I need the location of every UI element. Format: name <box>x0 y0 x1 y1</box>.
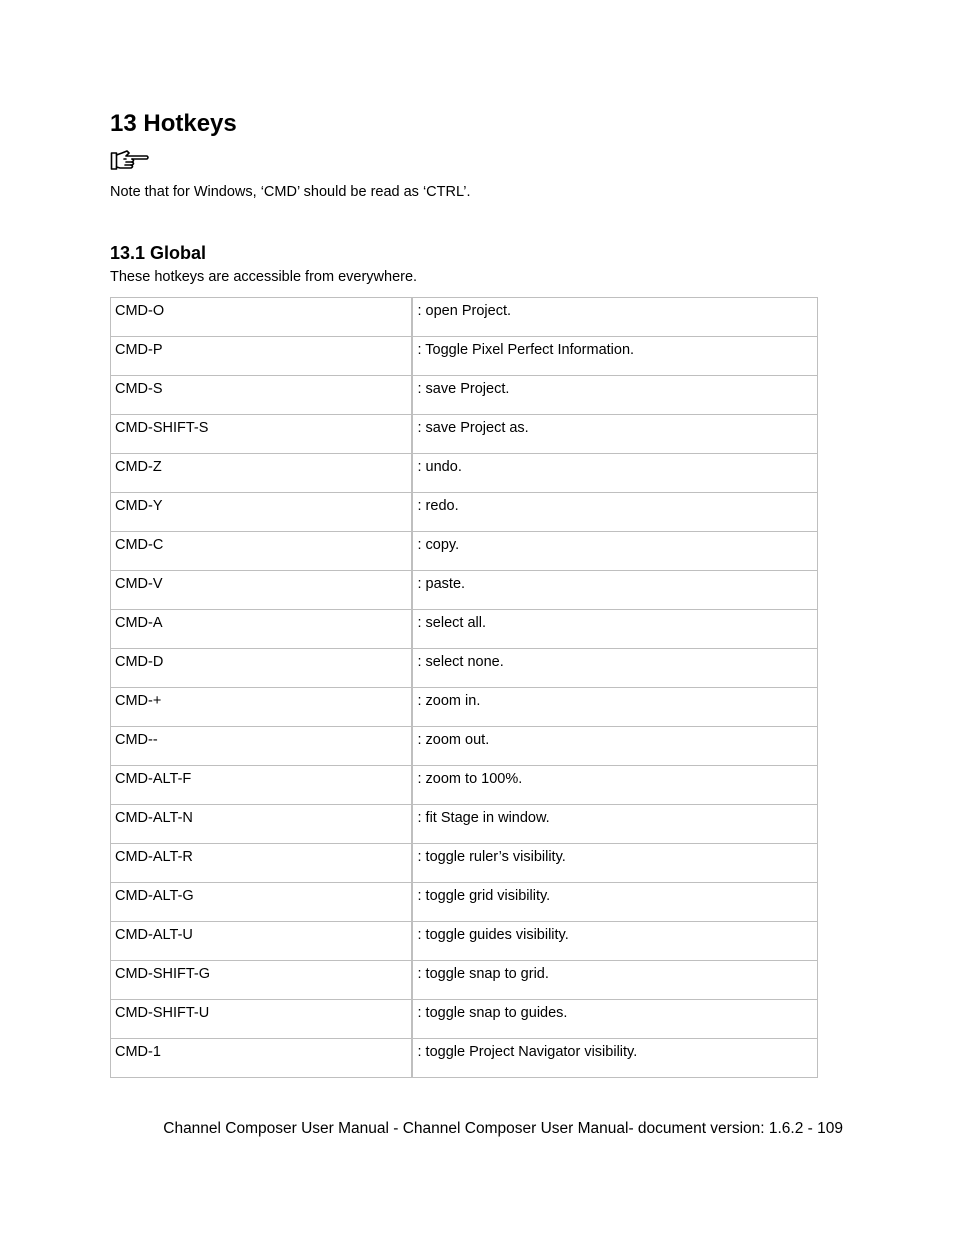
hotkey-action-cell: : open Project. <box>412 298 818 337</box>
table-row <box>111 727 818 766</box>
hotkey-action-cell: : Toggle Pixel Perfect Information. <box>412 337 818 376</box>
table-row <box>111 337 818 376</box>
table-row <box>111 1000 818 1039</box>
hotkeys-table-body <box>111 298 818 1078</box>
hotkey-action-cell: : save Project. <box>412 376 818 415</box>
hotkey-cell: CMD-ALT-F <box>111 766 412 805</box>
hotkey-cell: CMD-O <box>111 298 412 337</box>
table-row <box>111 1039 818 1078</box>
hotkey-cell: CMD-SHIFT-S <box>111 415 412 454</box>
table-row <box>111 532 818 571</box>
table-row <box>111 844 818 883</box>
chapter-title: 13 Hotkeys <box>110 110 237 137</box>
hotkey-action-cell: : toggle snap to grid. <box>412 961 818 1000</box>
hotkey-cell: CMD-Z <box>111 454 412 493</box>
page-footer: Channel Composer User Manual - Channel Composer User Manual- document version: 1.6.2 - 109 <box>163 1120 843 1137</box>
hotkey-cell: CMD-- <box>111 727 412 766</box>
hotkey-action-cell: : toggle snap to guides. <box>412 1000 818 1039</box>
hotkey-action-cell: : zoom to 100%. <box>412 766 818 805</box>
hotkey-cell: CMD-ALT-N <box>111 805 412 844</box>
hotkey-action-cell: : zoom out. <box>412 727 818 766</box>
hotkey-cell: CMD-ALT-R <box>111 844 412 883</box>
hotkey-action-cell: : toggle ruler’s visibility. <box>412 844 818 883</box>
hotkey-action-cell: : zoom in. <box>412 688 818 727</box>
hotkey-cell: CMD-ALT-U <box>111 922 412 961</box>
table-row <box>111 493 818 532</box>
table-row <box>111 883 818 922</box>
table-row <box>111 610 818 649</box>
table-row <box>111 298 818 337</box>
hotkey-cell: CMD-SHIFT-U <box>111 1000 412 1039</box>
table-row <box>111 649 818 688</box>
section-title: 13.1 Global <box>110 243 207 263</box>
hotkey-cell: CMD-1 <box>111 1039 412 1078</box>
table-row <box>111 922 818 961</box>
windows-note: Note that for Windows, ‘CMD’ should be read as ‘CTRL’. <box>110 184 471 200</box>
hotkey-cell: CMD-SHIFT-G <box>111 961 412 1000</box>
table-row <box>111 376 818 415</box>
table-row <box>111 415 818 454</box>
hotkey-action-cell: : toggle guides visibility. <box>412 922 818 961</box>
hotkey-cell: CMD-+ <box>111 688 412 727</box>
section-description: These hotkeys are accessible from everywhere. <box>110 269 418 285</box>
hotkey-cell: CMD-D <box>111 649 412 688</box>
hotkey-action-cell: : redo. <box>412 493 818 532</box>
hotkey-action-cell: : copy. <box>412 532 818 571</box>
hotkey-action-cell: : toggle Project Navigator visibility. <box>412 1039 818 1078</box>
hotkey-cell: CMD-C <box>111 532 412 571</box>
hotkey-action-cell: : undo. <box>412 454 818 493</box>
hotkeys-table <box>110 297 818 1078</box>
hotkey-action-cell: : paste. <box>412 571 818 610</box>
table-row <box>111 571 818 610</box>
pointing-hand-icon <box>110 148 150 174</box>
hotkey-action-cell: : fit Stage in window. <box>412 805 818 844</box>
hotkey-action-cell: : select none. <box>412 649 818 688</box>
table-row <box>111 766 818 805</box>
hotkey-cell: CMD-ALT-G <box>111 883 412 922</box>
table-row <box>111 961 818 1000</box>
hotkey-cell: CMD-A <box>111 610 412 649</box>
hotkey-action-cell: : save Project as. <box>412 415 818 454</box>
table-row <box>111 805 818 844</box>
hotkey-cell: CMD-Y <box>111 493 412 532</box>
hotkey-cell: CMD-P <box>111 337 412 376</box>
hotkey-cell: CMD-S <box>111 376 412 415</box>
hotkey-action-cell: : select all. <box>412 610 818 649</box>
table-row <box>111 454 818 493</box>
hotkey-action-cell: : toggle grid visibility. <box>412 883 818 922</box>
hotkey-cell: CMD-V <box>111 571 412 610</box>
table-row <box>111 688 818 727</box>
